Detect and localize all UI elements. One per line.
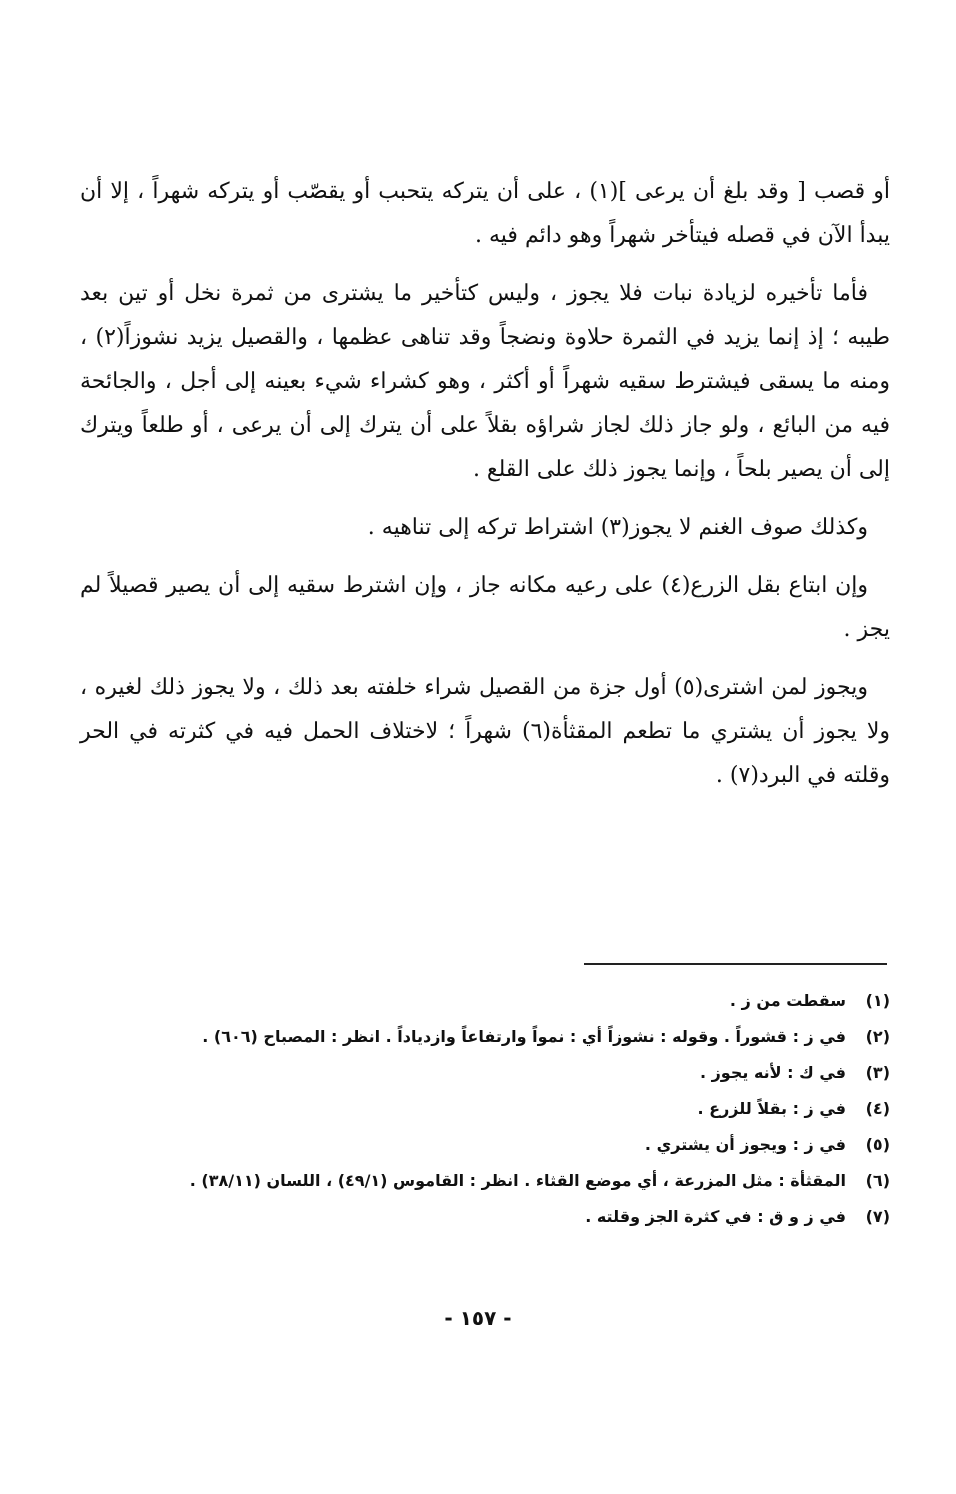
footnote-number: (٢) bbox=[865, 1027, 890, 1046]
paragraph: ويجوز لمن اشترى(٥) أول جزة من القصيل شراء خلفته بعد ذلك ، ولا يجوز ذلك لغيره ، ولا يجوز أن يشتري ما تطعم المقثأة(٦) شهراً ؛ لاختلاف الحمل فيه في كثرته في الحر وقلته في البرد(٧) . bbox=[80, 675, 891, 788]
footnotes bbox=[120, 986, 890, 1238]
footnote-text: في ك : لأنه يجوز . bbox=[699, 1063, 846, 1082]
paragraph: فأما تأخيره لزيادة نبات فلا يجوز ، وليس كتأخير ما يشترى من ثمرة نخل أو تين بعد طيبه ؛ إذ إنما يزيد في الثمرة حلاوة ونضجاً وقد تناهى عظمها ، والقصيل يزيد نشوزاً(٢) ، ومنه ما يسقى فيشترط سقيه شهراً أو أكثر ، وهو كشراء شيء بعينه إلى أجل ، والجائحة فيه من البائع ، ولو جاز ذلك لجاز شراؤه بقلاً على أن يترك إلى أن يرعى ، أو طلعاً ويترك إلى أن يصير بلحاً ، وإنما يجوز ذلك على القلع . bbox=[80, 281, 890, 482]
footnote-text: في ز : بقلاً للزرع . bbox=[697, 1099, 846, 1118]
paragraph: وكذلك صوف الغنم لا يجوز(٣) اشتراط تركه إلى تناهيه . bbox=[367, 515, 868, 540]
footnote bbox=[120, 1094, 890, 1124]
footnote-text: سقطت من ز . bbox=[729, 991, 846, 1010]
footnote-text: في ز : ويجوز أن يشتري . bbox=[644, 1135, 846, 1154]
page-number: - ١٥٧ - bbox=[444, 1306, 512, 1330]
footnote bbox=[120, 1166, 890, 1196]
footnote bbox=[120, 986, 890, 1016]
paragraph: أو قصب [ وقد بلغ أن يرعى ](١) ، على أن يتركه يتحبب أو يقصّب أو يتركه شهراً ، إلا أن يبدأ الآن في قصله فيتأخر شهراً وهو دائم فيه . bbox=[80, 179, 890, 248]
footnote-number: (٤) bbox=[865, 1099, 890, 1118]
footnote-text: المقثأة : مثل المزرعة ، أي موضع القثاء . انظر : القاموس (٤٩/١) ، اللسان (٣٨/١١) . bbox=[189, 1171, 846, 1190]
footnote-number: (٧) bbox=[865, 1207, 890, 1226]
footnote-number: (٦) bbox=[865, 1171, 890, 1190]
footnote-text: في ز : قشوراً . وقوله : نشوزاً أي : نمواً وارتفاعاً وازدياداً . انظر : المصباح (٦٠٦) . bbox=[202, 1027, 846, 1046]
footnote-text: في ز و ق : في كثرة الجز وقلته . bbox=[585, 1207, 846, 1226]
main-text bbox=[80, 170, 890, 812]
footnote-divider bbox=[584, 963, 887, 965]
footnote bbox=[120, 1058, 890, 1088]
footnote-number: (١) bbox=[865, 991, 890, 1010]
footnote-number: (٣) bbox=[865, 1063, 890, 1082]
footnote bbox=[120, 1130, 890, 1160]
footnote bbox=[120, 1022, 890, 1052]
footnote-number: (٥) bbox=[865, 1135, 890, 1154]
footnote bbox=[120, 1202, 890, 1232]
paragraph: وإن ابتاع بقل الزرع(٤) على رعيه مكانه جاز ، وإن اشترط سقيه إلى أن يصير قصيلاً لم يجز . bbox=[80, 573, 890, 642]
